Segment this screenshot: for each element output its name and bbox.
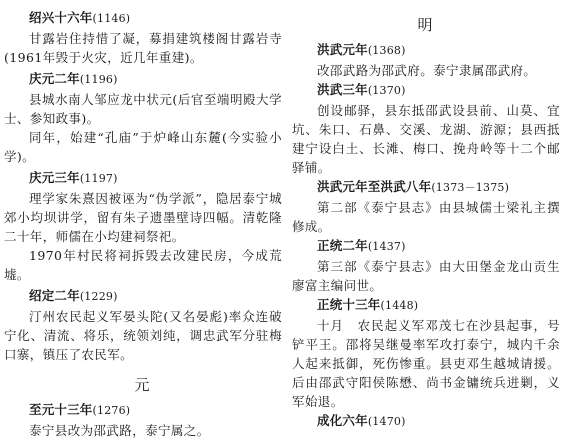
entry-heading-title: 洪武元年至洪武八年: [317, 179, 432, 194]
entry-heading: [4, 8, 282, 29]
entry-text: 同年，始建“孔庙”于炉峰山东麓(今实验小学)。: [4, 130, 282, 164]
entry-text: 理学家朱熹因被诬为“伪学派”，隐居泰宁城郊小均坝讲学，留有朱子遗墨壁诗四幅。清乾隆二十年，师儒在小均建祠祭祀。: [4, 191, 282, 244]
entry-heading: [4, 286, 282, 307]
entry-heading: [4, 168, 282, 189]
entry-heading: [4, 69, 282, 90]
entry-text: 第二部《泰宁县志》由县城儒士梁礼主撰修成。: [292, 200, 560, 234]
entry-heading-year: (1470): [367, 415, 406, 428]
dynasty-title: 明: [417, 16, 435, 34]
entry-heading: [292, 80, 560, 101]
entry-heading-title: 至元十三年: [29, 402, 93, 417]
entry-heading-title: 洪武三年: [317, 82, 368, 97]
entry-heading-year: (1196): [79, 73, 118, 86]
entry-heading-title: 洪武元年: [317, 42, 368, 57]
entry-text: 第三部《泰宁县志》由大田堡金龙山贡生廖富主编问世。: [292, 259, 560, 293]
entry-heading: [292, 295, 560, 316]
entry-heading-year: (1448): [380, 299, 419, 312]
entry-heading-title: 正统十三年: [317, 297, 381, 312]
entry-heading: [4, 400, 282, 421]
dynasty-title: 元: [134, 376, 152, 394]
entry-heading-year: (1276): [92, 404, 131, 417]
entry-heading-title: 庆元二年: [29, 71, 80, 86]
entry-heading-year: (1146): [92, 12, 131, 25]
entry-heading: [292, 411, 560, 432]
entry-text: 汀州农民起义军晏头陀(又名晏彪)率众连破宁化、清流、将乐，统领刘纯，调忠武军分驻梅口寨，镇压了农民军。: [4, 309, 282, 362]
left-column: [4, 6, 282, 440]
right-column: [292, 6, 560, 432]
entry-heading-year: (1197): [79, 172, 118, 185]
entry-text: 创设邮驿，县东抵邵武设县前、山莫、宜坑、朱口、石鼻、交溪、龙湖、游源；县西抵建宁设白土、长滩、梅口、挽舟岭等十二个邮驿铺。: [292, 103, 560, 175]
entry-heading-year: (1229): [79, 290, 118, 303]
entry-heading-year: (1370): [367, 84, 406, 97]
entry-text: 泰宁县改为邵武路，泰宁属之。: [29, 423, 210, 438]
entry-heading: [292, 40, 560, 61]
entry-text: 县城水南人邹应龙中状元(后官至端明殿大学士、参知政事)。: [4, 92, 282, 126]
entry-heading-year: (1373－1375): [431, 181, 510, 194]
entry-heading-year: (1368): [367, 44, 406, 57]
entry-heading-title: 正统二年: [317, 238, 368, 253]
entry-text: 甘露岩住持惜了凝，募捐建筑楼阁甘露岩寺(1961年毁于火灾，近几年重建)。: [4, 31, 282, 65]
entry-heading-title: 绍定二年: [29, 288, 80, 303]
entry-heading: [292, 236, 560, 257]
entry-heading-title: 绍兴十六年: [29, 10, 93, 25]
entry-heading-year: (1437): [367, 240, 406, 253]
entry-heading-title: 成化六年: [317, 413, 368, 428]
entry-heading: [292, 177, 560, 198]
entry-heading-title: 庆元三年: [29, 170, 80, 185]
entry-text: 改邵武路为邵武府。泰宁隶属邵武府。: [317, 63, 537, 78]
entry-text: 1970年村民将祠拆毁去改建民房，今成荒墟。: [4, 248, 282, 282]
entry-text: 十月 农民起义军邓茂七在沙县起事，号铲平王。邵将吴继曼率军攻打泰宁，城内千余人起来抵御，死伤惨重。县吏邓生越城请援。后由邵武守阳侯陈懋、尚书金镛统兵进剿，义军始退。: [292, 318, 560, 409]
